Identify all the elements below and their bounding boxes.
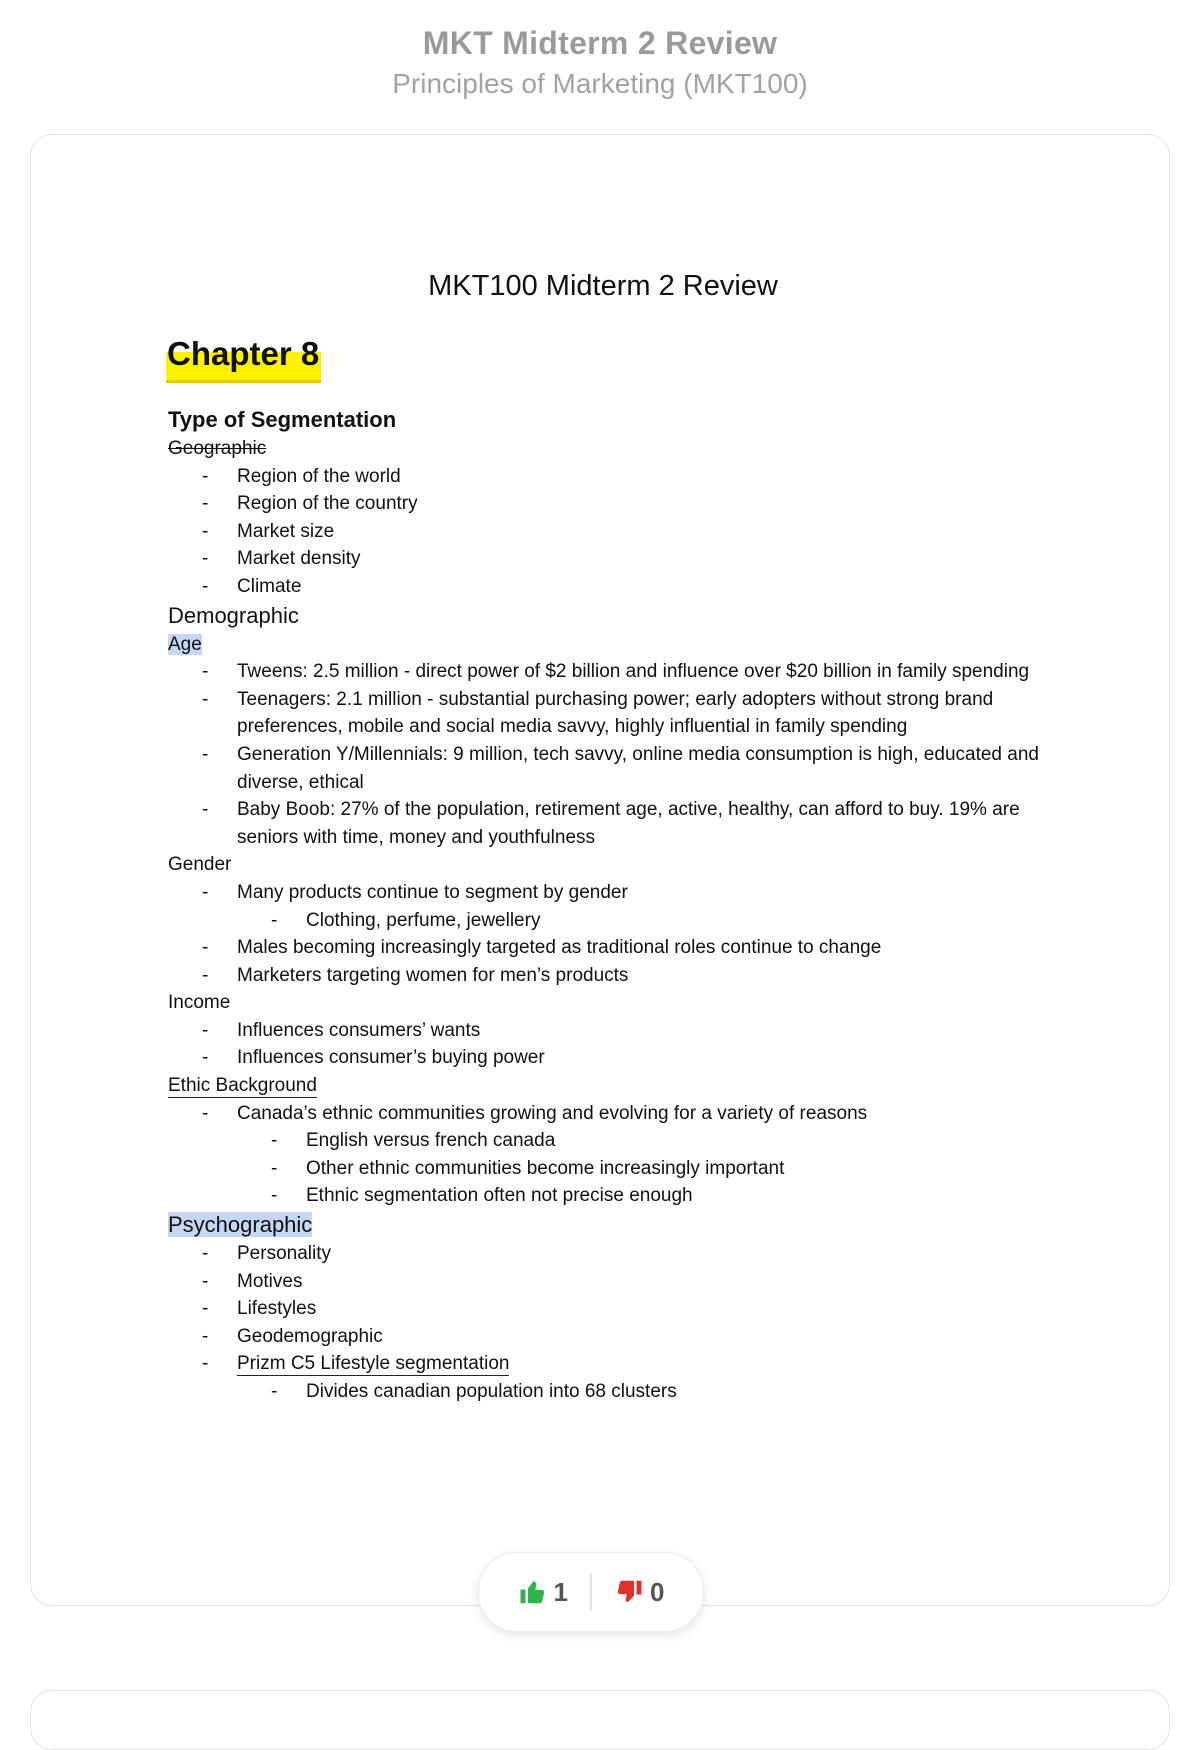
list-item: - Motives [202, 1270, 303, 1292]
upvote-button[interactable] [496, 1577, 590, 1608]
geographic-heading: Geographic [168, 438, 267, 459]
list-item: - Climate [202, 575, 302, 597]
list-item: - Region of the country [202, 493, 418, 515]
list-item: - Canada’s ethnic communities growing and evolving for a variety of reasons [202, 1102, 868, 1124]
psychographic-heading: Psychographic [168, 1212, 313, 1238]
ethnic-heading: Ethic Background [168, 1075, 317, 1097]
chapter-heading: Chapter 8 [166, 334, 321, 383]
sub-list-item: - Ethnic segmentation often not precise enough [271, 1185, 693, 1207]
list-item: - Generation Y/Millennials: 9 million, tech savvy, online media consumption is high, educated and diverse, ethical [202, 743, 1039, 793]
list-item: - Geodemographic [202, 1325, 383, 1347]
list-item: - Males becoming increasingly targeted as traditional roles continue to change [202, 937, 882, 959]
document-title: MKT100 Midterm 2 Review [428, 270, 778, 302]
next-document-card [30, 1690, 1170, 1750]
list-item: - Influences consumers’ wants [202, 1019, 481, 1041]
page-title: MKT Midterm 2 Review [422, 25, 778, 61]
list-item: - Baby Boob: 27% of the population, retirement age, active, healthy, can afford to buy. 19% are seniors with time, money and youthfulness [202, 799, 1020, 848]
list-item: - Many products continue to segment by gender [202, 881, 628, 903]
section-title: Type of Segmentation [168, 407, 397, 432]
gender-heading: Gender [168, 854, 232, 876]
thumbs-up-icon [518, 1577, 548, 1607]
list-item: - Influences consumer’s buying power [202, 1047, 545, 1069]
thumbs-down-icon [614, 1577, 644, 1607]
demographic-heading: Demographic [168, 602, 299, 628]
sub-list-item: - Clothing, perfume, jewellery [271, 909, 541, 931]
list-item: - Lifestyles [202, 1298, 317, 1320]
sub-list-item: - English versus french canada [271, 1130, 556, 1152]
income-heading: Income [168, 992, 231, 1014]
downvote-count: 0 [650, 1576, 665, 1607]
list-item: - Marketers targeting women for men’s products [202, 964, 629, 986]
page-header [0, 0, 1200, 104]
upvote-count: 1 [553, 1576, 568, 1607]
age-heading: Age [168, 633, 202, 655]
vote-bar [478, 1552, 704, 1632]
list-item: - Market size [202, 520, 335, 542]
list-item: - Teenagers: 2.1 million - substantial purchasing power; early adopters without strong brand preferences, mobile and social media savvy, highly influential in family spending [202, 688, 994, 738]
list-item: - Prizm C5 Lifestyle segmentation [202, 1353, 510, 1375]
downvote-button[interactable] [592, 1577, 686, 1608]
sub-list-item: - Divides canadian population into 68 clusters [271, 1381, 677, 1402]
list-item: - Market density [202, 548, 361, 570]
list-item: - Region of the world [202, 465, 401, 487]
list-item: - Personality [202, 1243, 331, 1265]
sub-list-item: - Other ethnic communities become increasingly important [271, 1157, 785, 1179]
course-subtitle: Principles of Marketing (MKT100) [392, 68, 808, 99]
list-item: - Tweens: 2.5 million - direct power of $2 billion and influence over $20 billion in family spending [202, 661, 1030, 683]
document-body [168, 266, 1068, 1406]
